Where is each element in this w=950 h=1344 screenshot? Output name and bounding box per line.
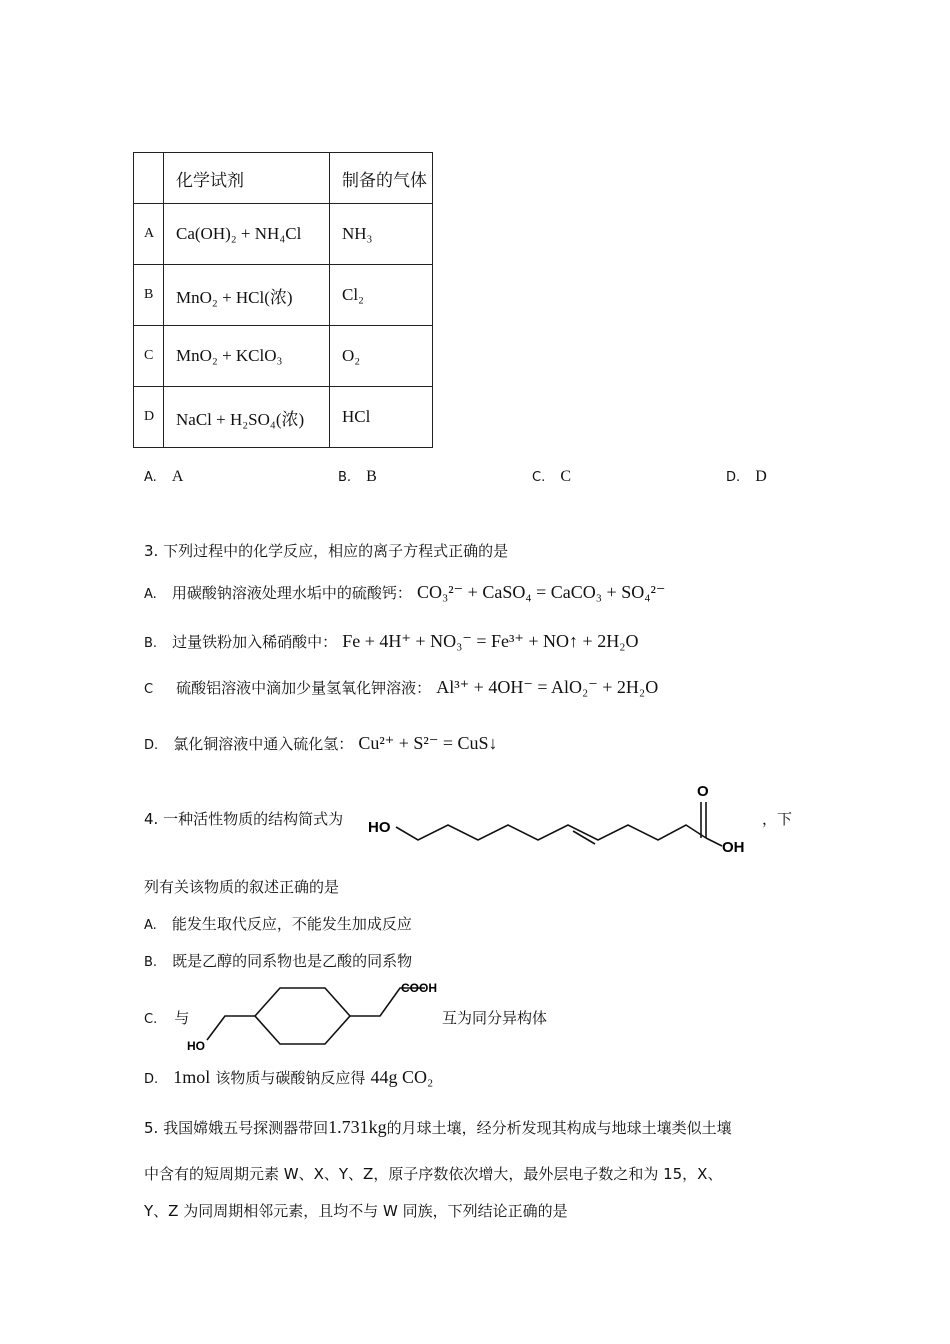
gas-cell: Cl₂ — [330, 265, 433, 326]
equation: Al³⁺ + 4OH⁻ = AlO₂⁻ + 2H₂O — [436, 677, 659, 697]
row-label: A — [134, 204, 164, 265]
option-c-suffix: 互为同分异构体 — [442, 1009, 548, 1027]
reagent-cell: MnO₂ + KClO₃ — [164, 326, 330, 387]
q5-line1 — [144, 1117, 732, 1138]
hydroxyl-bond — [706, 838, 722, 846]
option-amount: 1mol — [173, 1067, 211, 1087]
reagent-table — [133, 152, 433, 448]
option-text: 该物质与碳酸钠反应得 — [215, 1069, 366, 1087]
option-label: A. — [144, 587, 157, 602]
q5-text: 的月球土壤，经分析发现其构成与地球土壤类似土壤 — [386, 1119, 732, 1137]
table-row — [134, 326, 433, 387]
q2-option-a[interactable] — [144, 466, 183, 486]
option-label: C. — [144, 1012, 158, 1027]
option-label: C. — [532, 470, 546, 485]
table-row — [134, 265, 433, 326]
equation: Cu²⁺ + S²⁻ = CuS↓ — [358, 733, 498, 753]
row-label: D — [134, 387, 164, 448]
option-text: 用碳酸钠溶液处理水垢中的硫酸钙： — [171, 584, 412, 602]
side-chain-left — [207, 1016, 255, 1040]
option-label: B. — [144, 955, 158, 970]
ho2-label: HO — [187, 1039, 205, 1053]
q2-option-c[interactable] — [532, 466, 571, 486]
reagent-cell: MnO₂ + HCl(浓) — [164, 265, 330, 326]
reagent-cell: Ca(OH)₂ + NH₄Cl — [164, 204, 330, 265]
q5-text: 5. 我国嫦娥五号探测器带回 — [144, 1119, 329, 1137]
option-text: 硫酸铝溶液中滴加少量氢氧化钾溶液： — [176, 679, 432, 697]
option-label: B. — [338, 470, 352, 485]
q3-option-a[interactable] — [144, 582, 665, 603]
option-label: D. — [144, 738, 159, 753]
table-header-cell — [134, 153, 164, 204]
row-label: B — [134, 265, 164, 326]
option-text: B — [366, 468, 377, 485]
ho-label: HO — [368, 819, 391, 836]
q4-option-a[interactable] — [144, 913, 412, 934]
gas-cell: O₂ — [330, 326, 433, 387]
q4-stem: 4. 一种活性物质的结构简式为 — [144, 810, 344, 828]
table-header-row — [134, 153, 433, 204]
option-label: C — [144, 682, 154, 697]
q5-mass: 1.731kg — [328, 1117, 387, 1137]
option-text: 氯化铜溶液中通入硫化氢： — [173, 735, 354, 753]
table-row — [134, 204, 433, 265]
q4-stem-after: ，下 — [762, 810, 793, 828]
option-text: C — [560, 468, 571, 485]
option-text: D — [755, 468, 767, 485]
carbon-chain-line — [396, 825, 706, 840]
oh-label: OH — [722, 839, 745, 856]
q4-option-b[interactable] — [144, 950, 412, 971]
structure-formula-image — [366, 780, 766, 858]
q4-stem-cont: 列有关该物质的叙述正确的是 — [144, 878, 340, 896]
option-label: A. — [144, 470, 157, 485]
option-product: 44g CO₂ — [370, 1067, 434, 1087]
option-label: A. — [144, 918, 157, 933]
q2-option-d[interactable] — [726, 466, 767, 486]
gas-cell: HCl — [330, 387, 433, 448]
cooh-label: COOH — [401, 981, 437, 995]
q4-option-d[interactable] — [144, 1067, 433, 1088]
cyclohexane-structure-image — [185, 978, 445, 1058]
option-text: 能发生取代反应，不能发生加成反应 — [171, 915, 412, 933]
option-text: 与 — [174, 1009, 190, 1027]
option-label: D. — [144, 1072, 159, 1087]
option-label: B. — [144, 636, 158, 651]
o-label: O — [697, 783, 709, 800]
equation: CO₃²⁻ + CaSO₄ = CaCO₃ + SO₄²⁻ — [417, 582, 666, 602]
option-text: A — [171, 468, 184, 485]
q4-option-c[interactable] — [144, 1007, 189, 1028]
row-label: C — [134, 326, 164, 387]
table-row — [134, 387, 433, 448]
gas-cell: NH₃ — [330, 204, 433, 265]
q2-option-b[interactable] — [338, 466, 377, 486]
q3-option-c[interactable] — [144, 677, 658, 698]
table-header-cell: 化学试剂 — [164, 153, 330, 204]
table-header-cell: 制备的气体 — [330, 153, 433, 204]
option-label: D. — [726, 470, 741, 485]
equation: Fe + 4H⁺ + NO₃⁻ = Fe³⁺ + NO↑ + 2H₂O — [342, 631, 639, 651]
q3-option-b[interactable] — [144, 631, 638, 652]
option-text: 过量铁粉加入稀硝酸中： — [172, 633, 338, 651]
q3-stem: 3. 下列过程中的化学反应，相应的离子方程式正确的是 — [144, 542, 509, 560]
reagent-cell: NaCl + H₂SO₄(浓) — [164, 387, 330, 448]
option-text: 既是乙醇的同系物也是乙酸的同系物 — [172, 952, 413, 970]
q3-option-d[interactable] — [144, 733, 498, 754]
cyclohexane-ring — [255, 988, 350, 1044]
q5-line2: 中含有的短周期元素 W、X、Y、Z，原子序数依次增大，最外层电子数之和为 15，X、 — [144, 1165, 723, 1183]
q5-line3: Y、Z 为同周期相邻元素，且均不与 W 同族，下列结论正确的是 — [144, 1202, 568, 1220]
